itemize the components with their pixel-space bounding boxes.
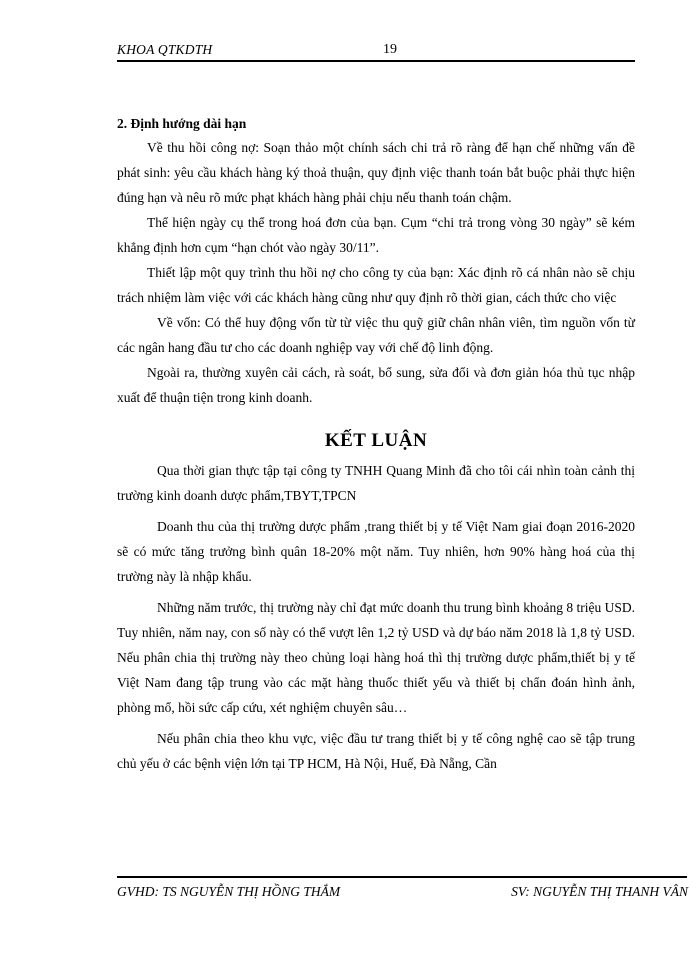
footer-supervisor: GVHD: TS NGUYỄN THỊ HỒNG THẮM — [117, 884, 341, 899]
paragraph-invoice-date: Thể hiện ngày cụ thể trong hoá đơn của bạn. Cụm “chi trả trong vòng 30 ngày” sẽ kém khẳng định hơn cụm “hạn chót vào ngày 30/11”. — [117, 215, 635, 255]
paragraph-collection-process: Thiết lập một quy trình thu hồi nợ cho công ty của bạn: Xác định rõ cá nhân nào sẽ chịu trách nhiệm làm việc với các khách hàng cũng như quy định rõ thời gian, cách thức cho việc — [117, 265, 635, 305]
conclusion-paragraph: Nếu phân chia theo khu vực, việc đầu tư trang thiết bị y tế công nghệ cao sẽ tập trung chủ yếu ở các bệnh viện lớn tại TP HCM, Hà Nội, Huế, Đà Nẵng, Cần — [117, 731, 635, 771]
page-number: 19 — [383, 42, 397, 57]
footer-student: SV: NGUYỄN THỊ THANH VÂN — [511, 884, 688, 899]
conclusion-paragraph: Qua thời gian thực tập tại công ty TNHH Quang Minh đã cho tôi cái nhìn toàn cảnh thị trường kinh doanh dược phẩm,TBYT,TPCN — [117, 463, 635, 503]
paragraph-reform: Ngoài ra, thường xuyên cải cách, rà soát, bổ sung, sửa đổi và đơn giản hóa thủ tục nhập xuất để thuận tiện trong kinh doanh. — [117, 365, 635, 405]
header-faculty: KHOA QTKDTH — [117, 42, 213, 57]
conclusion-title: KẾT LUẬN — [324, 430, 428, 451]
conclusion-paragraph: Những năm trước, thị trường này chỉ đạt mức doanh thu trung bình khoảng 8 triệu USD. Tuy nhiên, năm nay, con số này có thể vượt lên 1,2 tỷ USD và dự báo năm 2018 là 1,8 tỷ USD. Nếu phân chia thị trường này theo chủng loại hàng hoá thì thị trường dược phẩm,thiết bị y tế Việt Nam đang tập trung vào các mặt hàng thuốc thiết yếu và thiết bị chẩn đoán hình ảnh, phòng mổ, hồi sức cấp cứu, xét nghiệm chuyên sâu… — [117, 600, 635, 715]
document-body — [117, 113, 635, 782]
page-header — [117, 42, 635, 62]
conclusion-paragraph: Doanh thu của thị trường dược phẩm ,trang thiết bị y tế Việt Nam giai đoạn 2016-2020 sẽ có mức tăng trưởng bình quân 18-20% một năm. Tuy nhiên, hơn 90% hàng hoá của thị trường này là nhập khẩu. — [117, 519, 635, 584]
header-divider — [117, 60, 635, 62]
paragraph-capital: Về vốn: Có thể huy động vốn từ từ việc thu quỹ giữ chân nhân viên, tìm nguồn vốn từ các ngân hang đầu tư cho các doanh nghiệp vay với chế độ linh động. — [117, 315, 635, 355]
footer-divider — [117, 876, 687, 878]
paragraph-debt-recovery: Về thu hồi công nợ: Soạn thảo một chính sách chi trả rõ ràng để hạn chế những vấn đề phát sinh: yêu cầu khách hàng ký thoả thuận, quy định việc thanh toán bắt buộc phải thực hiện đúng hạn và nêu rõ mức phạt khách hàng phải chịu nếu thanh toán chậm. — [117, 140, 635, 205]
section-title: 2. Định hướng dài hạn — [117, 116, 247, 131]
